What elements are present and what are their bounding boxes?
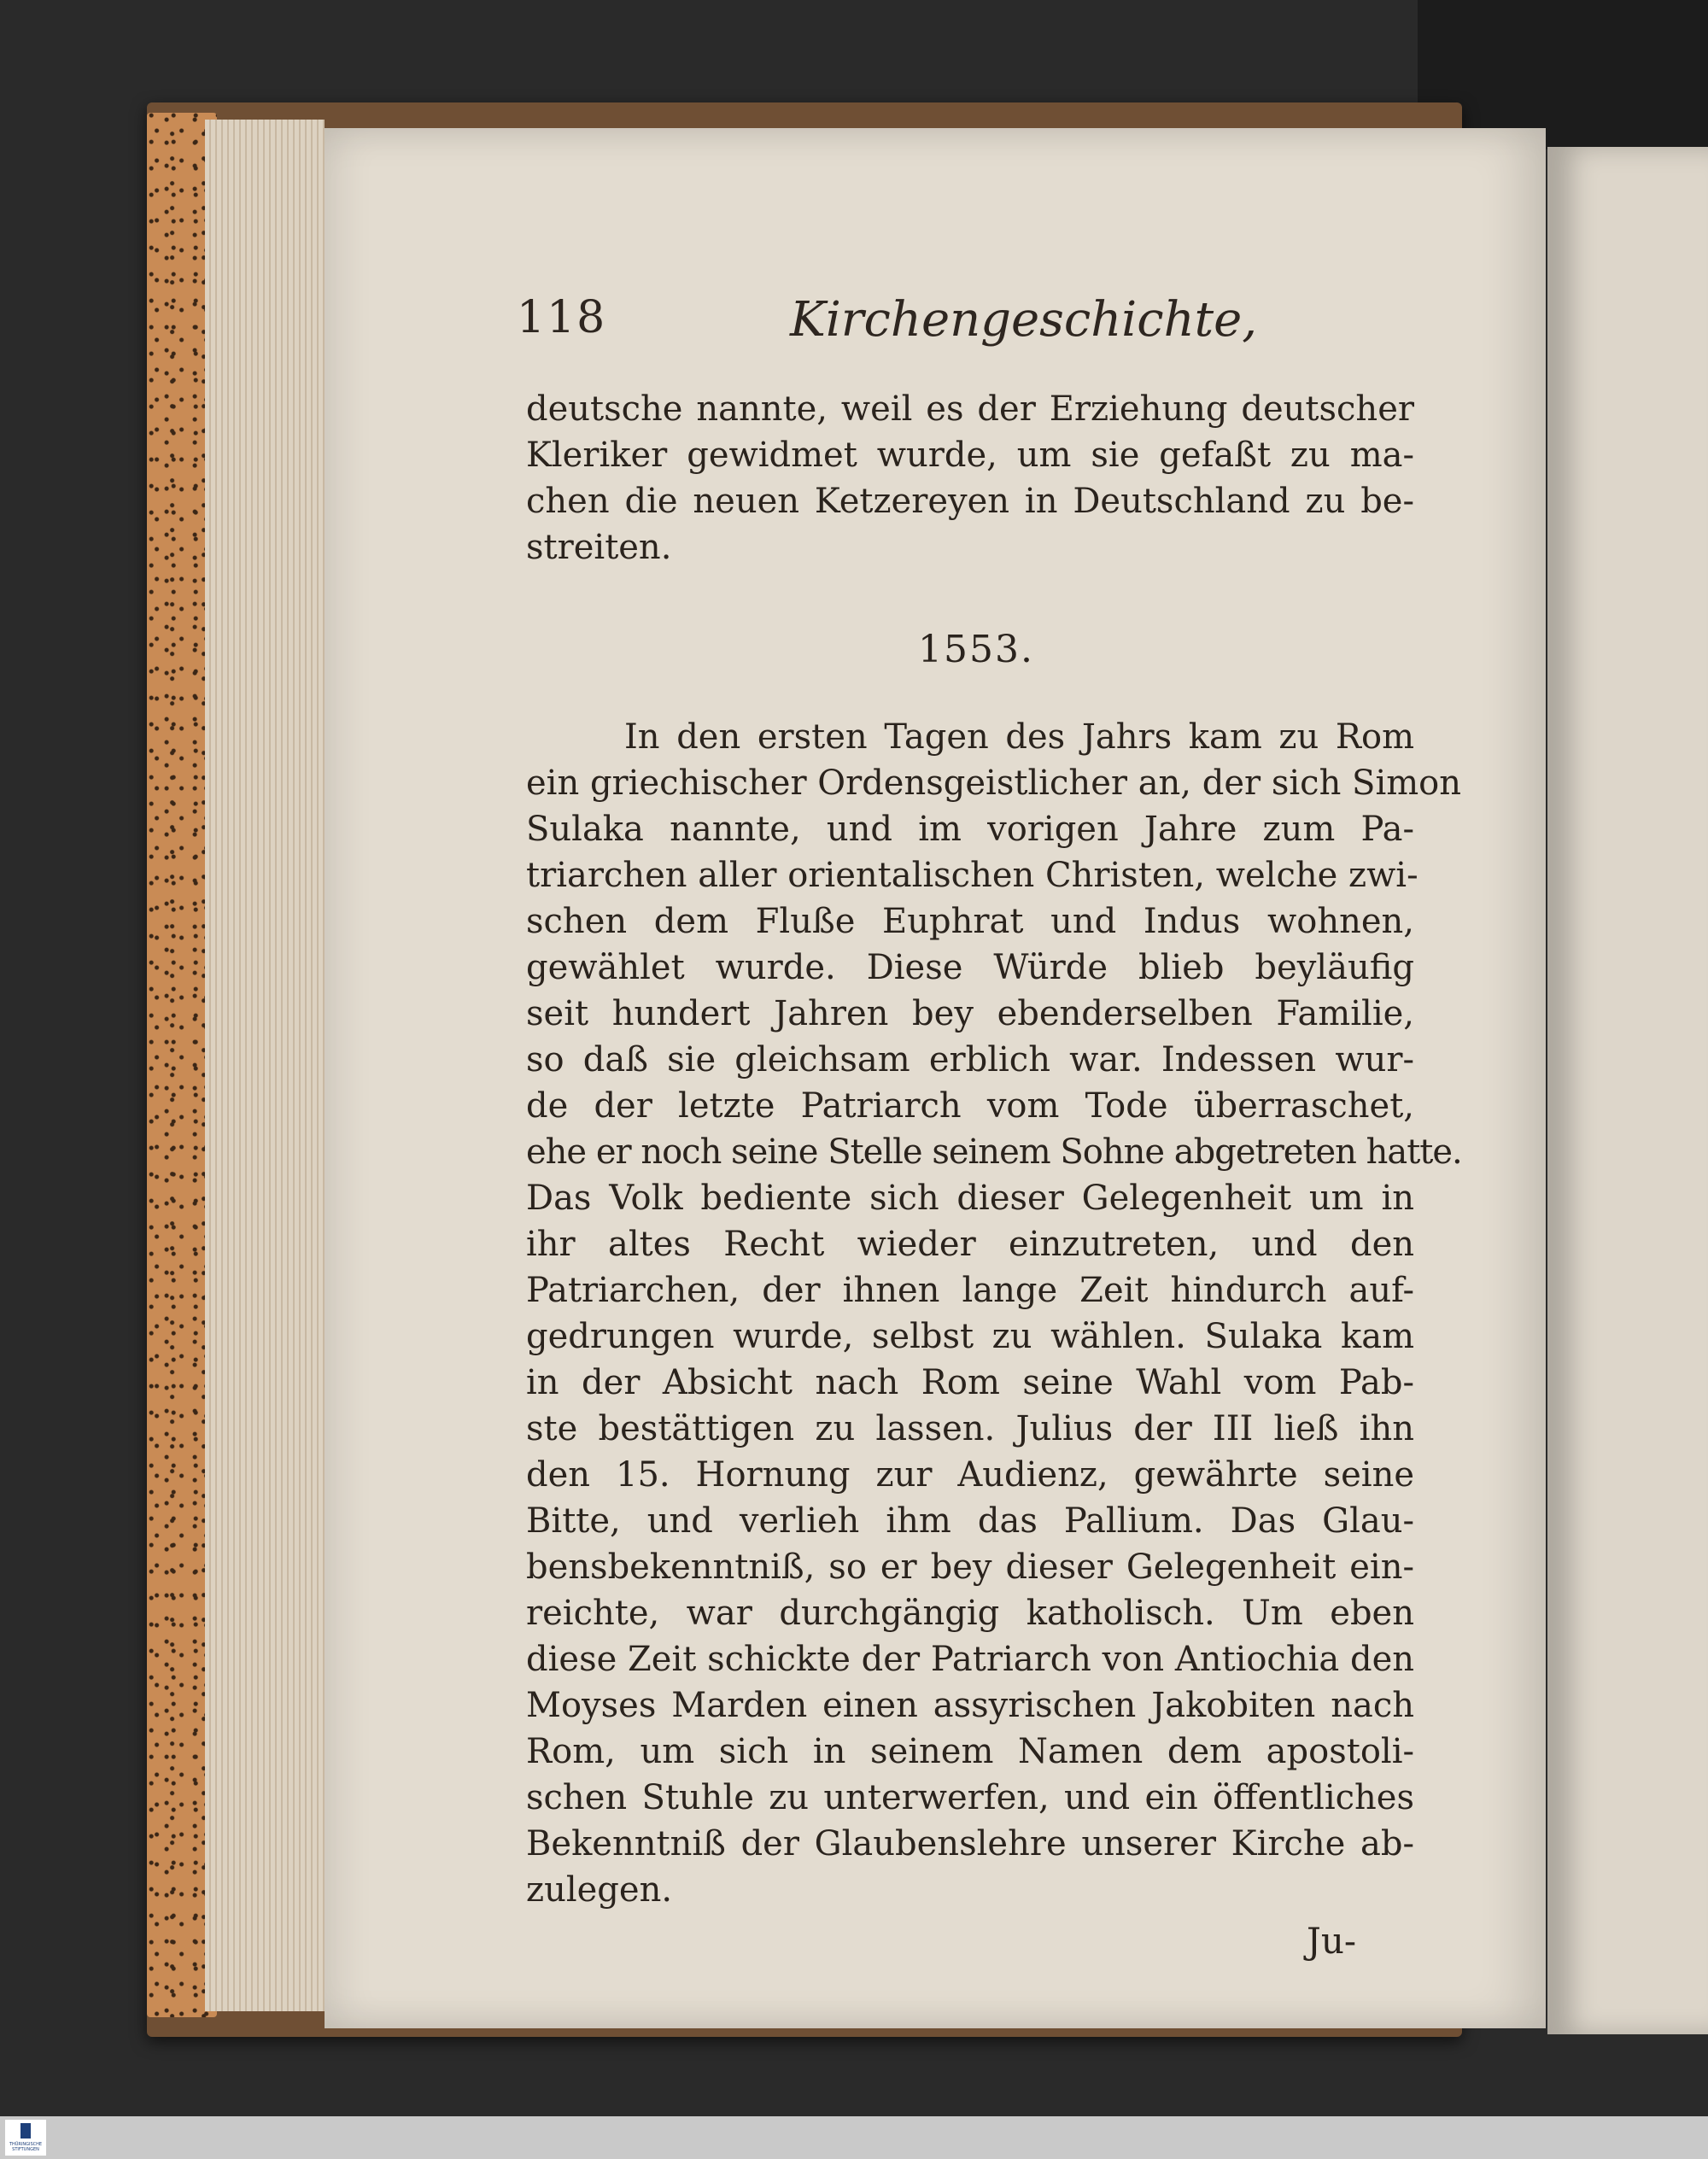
running-head: Kirchengeschichte, (790, 292, 1258, 348)
text-line: gedrungen wurde, selbst zu wählen. Sulaka kam (526, 1317, 1414, 1356)
text-line: zulegen. (526, 1870, 673, 1910)
text-line: den 15. Hornung zur Audienz, gewährte seine (526, 1455, 1414, 1495)
text-line: Das Volk bediente sich dieser Gelegenheit um in (526, 1179, 1414, 1218)
paragraph-1553 (526, 714, 1462, 1913)
text-line: ehe er noch seine Stelle seinem Sohne abgetreten hatte. (526, 1132, 1462, 1172)
text-line: schen Stuhle zu unterwerfen, und ein öffentliches (526, 1778, 1414, 1817)
text-line: bensbekenntniß, so er bey dieser Gelegenheit ein- (526, 1548, 1414, 1587)
text-line: deutsche nannte, weil es der Erziehung deutscher (526, 389, 1414, 429)
page-stack-edges (205, 120, 325, 2011)
text-line: so daß sie gleichsam erblich war. Indessen wur- (526, 1040, 1414, 1080)
logo-text: THÜRINGISCHE STIFTUNGEN (9, 2142, 43, 2152)
text-line: triarchen aller orientalischen Christen, welche zwi- (526, 856, 1418, 895)
text-line: Patriarchen, der ihnen lange Zeit hindurch auf- (526, 1271, 1414, 1310)
text-line: ihr altes Recht wieder einzutreten, und den (526, 1225, 1414, 1264)
text-line: Rom, um sich in seinem Namen dem apostoli- (526, 1732, 1414, 1771)
text-line: Bekenntniß der Glaubenslehre unserer Kirche ab- (526, 1824, 1414, 1864)
text-line: Bitte, und verlieh ihm das Pallium. Das Glau- (526, 1501, 1414, 1541)
library-logo[interactable] (5, 2120, 46, 2156)
text-line: diese Zeit schickte der Patriarch von Antiochia den (526, 1640, 1414, 1679)
text-line: streiten. (526, 528, 672, 567)
text-line: gewählet wurde. Diese Würde blieb beyläufig (526, 948, 1414, 987)
paragraph-continued (526, 386, 1414, 570)
tower-icon (20, 2123, 31, 2139)
text-line: chen die neuen Ketzereyen in Deutschland zu be- (526, 482, 1414, 521)
year-heading: 1553. (918, 628, 1034, 671)
facing-page (1547, 147, 1708, 2034)
text-line: Moyses Marden einen assyrischen Jakobiten nach (526, 1686, 1414, 1725)
catchword: Ju- (1307, 1920, 1357, 1962)
text-line: Sulaka nannte, und im vorigen Jahre zum Pa- (526, 810, 1414, 849)
text-line: seit hundert Jahren bey ebenderselben Familie, (526, 994, 1414, 1033)
viewer-footer-bar (0, 2116, 1708, 2159)
page-number: 118 (517, 292, 607, 343)
text-line: schen dem Fluße Euphrat und Indus wohnen, (526, 902, 1414, 941)
text-line: Kleriker gewidmet wurde, um sie gefaßt zu ma- (526, 436, 1414, 475)
page-header (517, 292, 1413, 355)
text-line: ste bestättigen zu lassen. Julius der III ließ ihn (526, 1409, 1414, 1448)
text-line: reichte, war durchgängig katholisch. Um eben (526, 1594, 1414, 1633)
text-line: ein griechischer Ordensgeistlicher an, der sich Simon (526, 764, 1462, 803)
text-line: de der letzte Patriarch vom Tode überraschet, (526, 1086, 1414, 1126)
text-line: In den ersten Tagen des Jahrs kam zu Rom (624, 717, 1414, 757)
text-line: in der Absicht nach Rom seine Wahl vom Pab- (526, 1363, 1414, 1402)
